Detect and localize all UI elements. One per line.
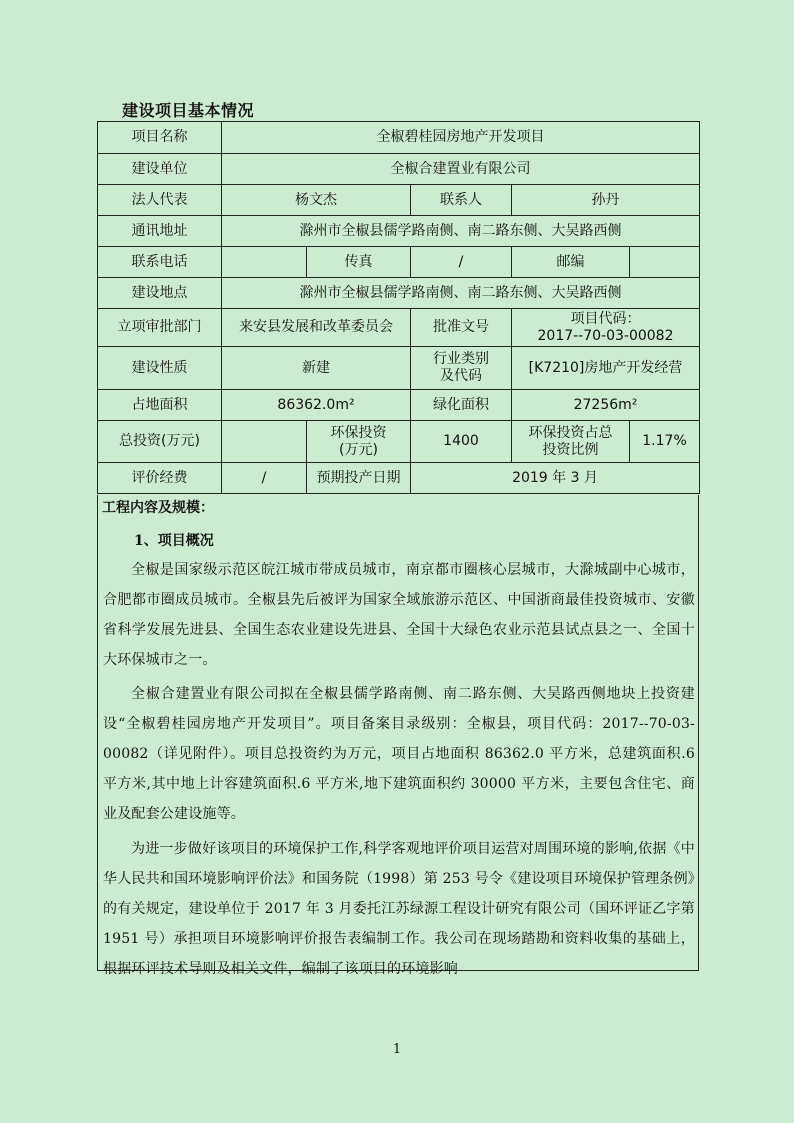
section-title: 建设项目基本情况 <box>122 101 255 120</box>
nature-value: 新建 <box>222 347 411 390</box>
env-ratio-value: 1.17% <box>630 421 700 463</box>
table-row <box>98 154 700 185</box>
area-label: 占地面积 <box>98 390 222 421</box>
paragraph-2: 全椒合建置业有限公司拟在全椒县儒学路南侧、南二路东侧、大吴路西侧地块上投资建设“全椒碧桂园房地产开发项目”。项目备案目录级别：全椒县，项目代码：2017--70-03-00082（详见附件）。项目总投资约为万元，项目占地面积 86362.0 平方米，总建筑面积.6 平方米,其中地上计容建筑面积.6 平方米,地下建筑面积约 30000 平方米，主要包含住宅、商业及配套公建设施等。 <box>103 686 695 822</box>
date-label: 预期投产日期 <box>307 463 411 494</box>
site-value: 滁州市全椒县儒学路南侧、南二路东侧、大吴路西侧 <box>222 278 700 309</box>
project-code: 2017--70-03-00082 <box>537 327 674 344</box>
phone-label: 联系电话 <box>98 247 222 278</box>
date-value: 2019 年 3 月 <box>411 463 700 494</box>
content-heading: 工程内容及规模： <box>102 500 214 516</box>
project-content-box <box>97 495 699 977</box>
table-row <box>98 216 700 247</box>
page-number: 1 <box>392 1042 402 1057</box>
green-value: 27256m² <box>512 390 700 421</box>
green-label: 绿化面积 <box>411 390 512 421</box>
project-name-label: 项目名称 <box>98 122 222 154</box>
postcode-value <box>630 247 700 278</box>
site-label: 建设地点 <box>98 278 222 309</box>
fee-label: 评价经费 <box>98 463 222 494</box>
invest-label: 总投资(万元) <box>98 421 222 463</box>
address-value: 滁州市全椒县儒学路南侧、南二路东侧、大吴路西侧 <box>222 216 700 247</box>
nature-label: 建设性质 <box>98 347 222 390</box>
env-invest-label-line2: (万元) <box>339 441 378 458</box>
project-info-table <box>97 121 700 494</box>
overview-heading: 1、项目概况 <box>134 533 214 549</box>
builder-value: 全椒合建置业有限公司 <box>222 154 700 185</box>
env-invest-label <box>307 421 411 463</box>
table-row <box>98 122 700 154</box>
env-invest-value: 1400 <box>411 421 512 463</box>
area-value: 86362.0m² <box>222 390 411 421</box>
table-row <box>98 347 700 390</box>
fee-value: / <box>222 463 307 494</box>
legal-rep-label: 法人代表 <box>98 185 222 216</box>
table-row <box>98 278 700 309</box>
project-code-label: 项目代码： <box>570 310 641 327</box>
postcode-label: 邮编 <box>512 247 630 278</box>
paragraph-1: 全椒是国家级示范区皖江城市带成员城市，南京都市圈核心层城市，大滁城副中心城市，合肥都市圈成员城市。全椒县先后被评为国家全域旅游示范区、中国浙商最佳投资城市、安徽省科学发展先进县、全国生态农业建设先进县、全国十大绿色农业示范县试点县之一、全国十大环保城市之一。 <box>103 562 695 668</box>
approval-no-label: 批准文号 <box>411 309 512 347</box>
paragraph-3: 为进一步做好该项目的环境保护工作,科学客观地评价项目运营对周围环境的影响,依据《中华人民共和国环境影响评价法》和国务院（1998）第 253 号令《建设项目环境保护管理条例》的有关规定，建设单位于 2017 年 3 月委托江苏绿源工程设计研究有限公司（国环评证乙字第 1951 号）承担项目环境影响评价报告表编制工作。我公司在现场踏勘和资料收集的基础上，根据环评技术导则及相关文件，编制了该项目的环境影响 <box>103 841 695 977</box>
table-row <box>98 309 700 347</box>
env-ratio-label <box>512 421 630 463</box>
approval-dept-label: 立项审批部门 <box>98 309 222 347</box>
industry-label <box>411 347 512 390</box>
fax-value: / <box>411 247 512 278</box>
industry-label-line2: 及代码 <box>440 368 482 384</box>
industry-value: [K7210]房地产开发经营 <box>512 347 700 390</box>
invest-value <box>222 421 307 463</box>
phone-value <box>222 247 307 278</box>
contact-label: 联系人 <box>411 185 512 216</box>
address-label: 通讯地址 <box>98 216 222 247</box>
builder-label: 建设单位 <box>98 154 222 185</box>
env-invest-label-line1: 环保投资 <box>330 424 387 441</box>
table-row <box>98 247 700 278</box>
contact-value: 孙丹 <box>512 185 700 216</box>
table-row <box>98 421 700 463</box>
legal-rep-value: 杨文杰 <box>222 185 411 216</box>
approval-dept-value: 来安县发展和改革委员会 <box>222 309 411 347</box>
table-row <box>98 463 700 494</box>
industry-label-line1: 行业类别 <box>433 351 489 367</box>
approval-no-value <box>512 309 700 347</box>
fax-label: 传真 <box>307 247 411 278</box>
env-ratio-label-line1: 环保投资占总 <box>528 424 613 441</box>
project-name-value: 全椒碧桂园房地产开发项目 <box>222 122 700 154</box>
env-ratio-label-line2: 投资比例 <box>542 441 599 458</box>
table-row <box>98 185 700 216</box>
table-row <box>98 390 700 421</box>
